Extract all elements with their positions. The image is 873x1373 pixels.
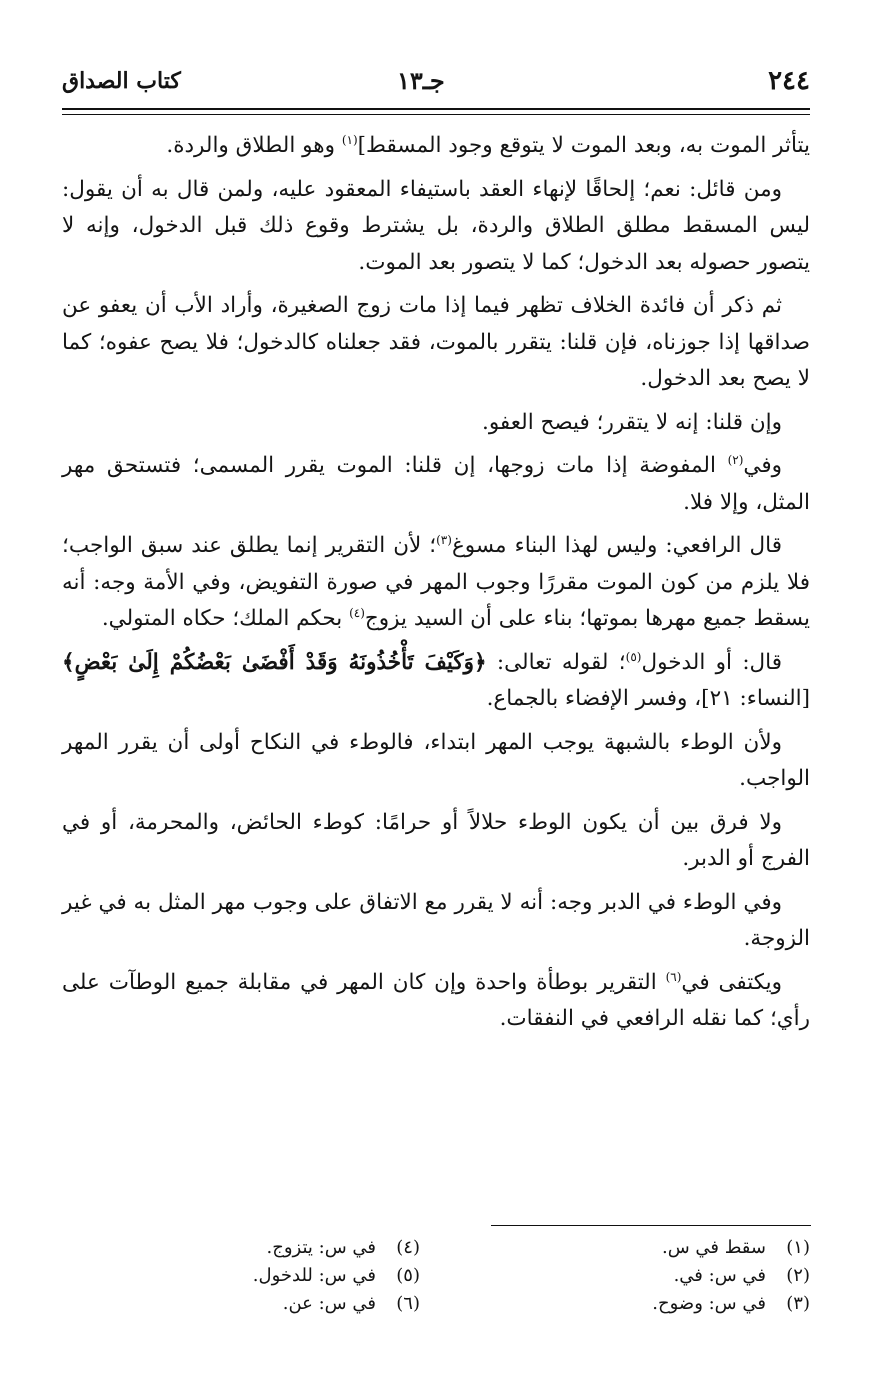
header-rule-thin: [62, 114, 810, 115]
volume-label: جـ١٣: [397, 66, 445, 95]
footnote-ref: (٢): [727, 452, 744, 467]
footnote: (٣) في س: وضوح.: [652, 1293, 810, 1314]
paragraph: ويكتفى في$^{(٦)}$ التقرير بوطأة واحدة وإن كان المهر في مقابلة جميع الوطآت على رأي؛ كما نقله الرافعي في النفقات.: [62, 969, 810, 1031]
paragraph: قال الرافعي: وليس لهذا البناء مسوغ$^{(٣)}$؛ لأن التقرير إنما يطلق عند سبق الواجب؛ فلا يلزم من كون الموت مقررًا وجوب المهر في صورة التفويض، وفي الأمة وجه: أنه يسقط جميع مهرها بموتها؛ بناء على أن السيد يزوج$^{(٤)}$ بحكم الملك؛ حكاه المتولي.: [62, 532, 810, 631]
paragraph: ثم ذكر أن فائدة الخلاف تظهر فيما إذا مات زوج الصغيرة، وأراد الأب أن يعفو عن صداقها إذا جوزناه، فإن قلنا: يتقرر بالموت، فقد جعلناه كالدخول؛ فلا يصح عفوه؛ كما لا يصح بعد الدخول.: [62, 293, 810, 391]
quran-verse: ﴿وَكَيْفَ تَأْخُذُونَهُ وَقَدْ أَفْضَىٰ بَعْضُكُمْ إِلَىٰ بَعْضٍ﴾: [62, 649, 487, 675]
paragraph: يتأثر الموت به، وبعد الموت لا يتوقع وجود المسقط]$^{(١)}$ وهو الطلاق والردة.: [166, 132, 810, 158]
footnote-separator: [491, 1225, 811, 1226]
footnote-column: [120, 1234, 420, 1318]
main-text: [62, 128, 810, 1045]
footnote: (٢) في س: في.: [673, 1265, 810, 1286]
paragraph: وإن قلنا: إنه لا يتقرر؛ فيصح العفو.: [481, 409, 782, 435]
page-number: ٢٤٤: [768, 66, 810, 96]
footnote: (٥) في س: للدخول.: [252, 1265, 420, 1286]
book-title: كتاب الصداق: [62, 68, 181, 94]
header-rule-thick: [62, 108, 810, 110]
footnote-ref: (١): [341, 132, 358, 147]
footnote-ref: (٣): [436, 532, 452, 547]
footnote-ref: (٥): [625, 649, 642, 664]
paragraph: ولا فرق بين أن يكون الوطء حلالاً أو حرامًا: كوطء الحائض، والمحرمة، أو في الفرج أو الدبر.: [62, 809, 810, 871]
paragraph: قال: أو الدخول$^{(٥)}$؛ لقوله تعالى: ﴿وَكَيْفَ تَأْخُذُونَهُ وَقَدْ أَفْضَىٰ بَعْضُكُمْ إِلَىٰ بَعْضٍ﴾ [النساء: ٢١]، وفسر الإفضاء بالجماع.: [62, 649, 810, 711]
paragraph: وفي الوطء في الدبر وجه: أنه لا يقرر مع الاتفاق على وجوب مهر المثل به في غير الزوجة.: [62, 889, 810, 951]
footnote: (٤) في س: يتزوج.: [266, 1237, 420, 1258]
page-header: [62, 62, 810, 102]
footnote: (١) سقط في س.: [661, 1237, 810, 1258]
paragraph: ولأن الوطء بالشبهة يوجب المهر ابتداء، فالوطء في النكاح أولى أن يقرر المهر الواجب.: [62, 729, 810, 791]
footnote-ref: (٦): [665, 969, 682, 984]
footnote: (٦) في س: عن.: [282, 1293, 420, 1314]
footnote-ref: (٤): [349, 605, 365, 620]
paragraph: وفي$^{(٢)}$ المفوضة إذا مات زوجها، إن قلنا: الموت يقرر المسمى؛ فتستحق مهر المثل، وإلا فلا.: [62, 452, 810, 515]
footnote-column: [510, 1234, 810, 1318]
paragraph: ومن قائل: نعم؛ إلحاقًا لإنهاء العقد باستيفاء المعقود عليه، ولمن قال به أن يقول: ليس المسقط مطلق الطلاق والردة، بل يشترط وقوع ذلك قبل الدخول، وإنه لا يتصور حصوله بعد الدخول؛ كما لا يتصور بعد الموت.: [62, 176, 810, 275]
